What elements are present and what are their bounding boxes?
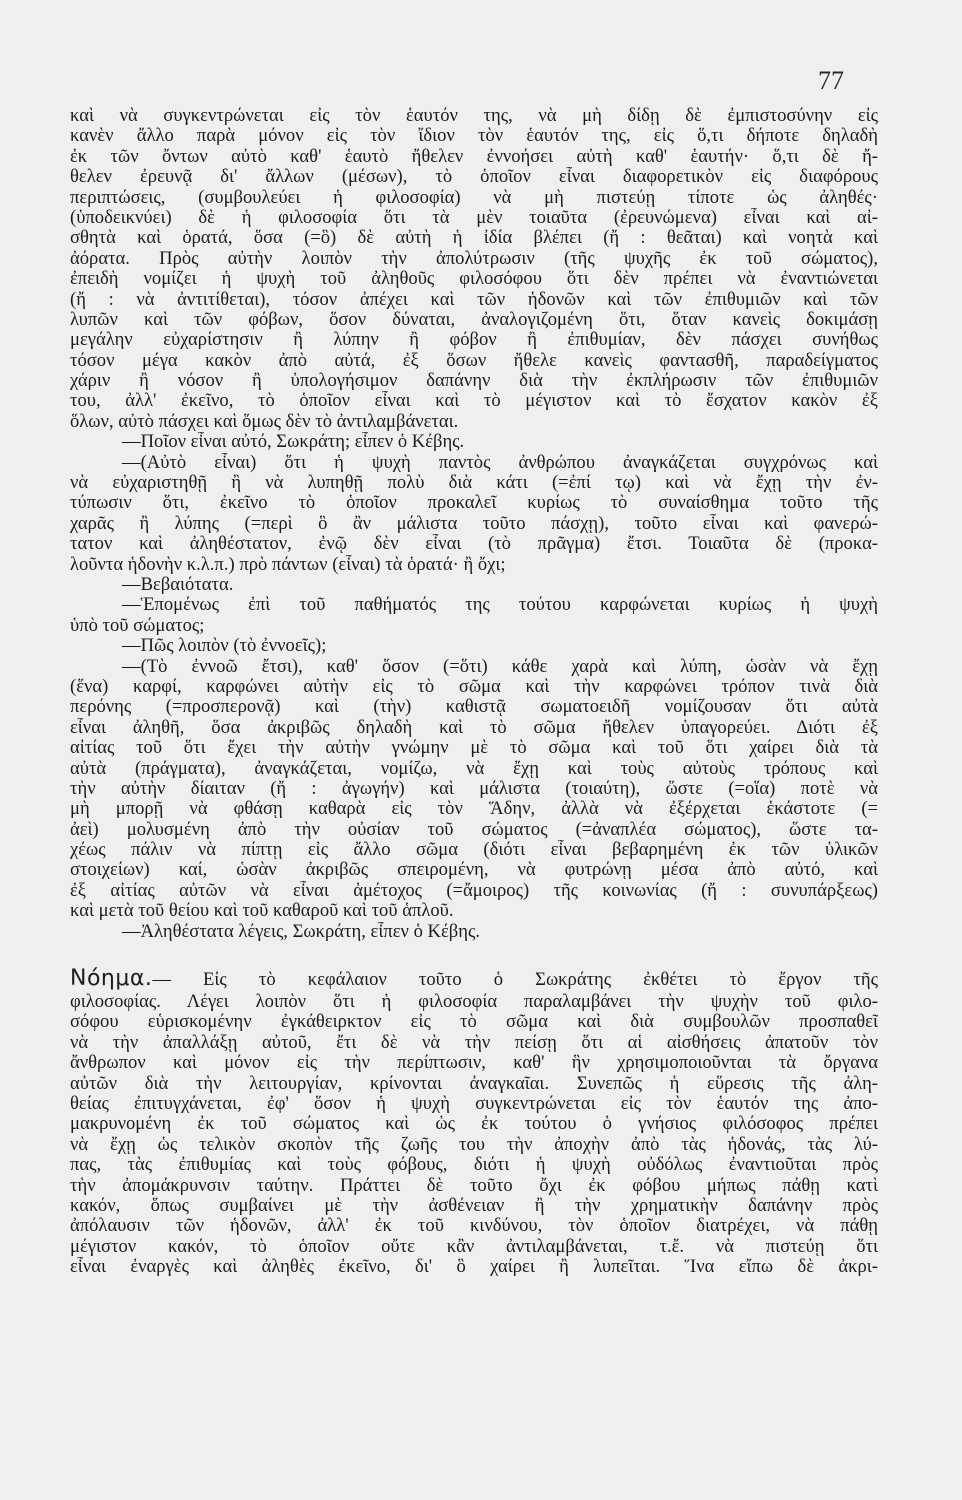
text-line: χάριν ἢ νόσον ἢ ὑπολογήσιμον δαπάνην διὰ τὴν ἐκπλήρωσιν τῶν ἐπιθυμιῶν	[70, 371, 878, 392]
text-line: — Εἰς τὸ κεφάλαιον τοῦτο ὁ Σωκράτης ἐκθέτει τὸ ἔργον τῆς	[152, 969, 878, 991]
text-line: ὅλων, αὐτὸ πάσχει καὶ ὅμως δὲν τὸ ἀντιλαμβάνεται.	[70, 411, 459, 432]
text-line: αὐτῶν διὰ τὴν λειτουργίαν, κρίνονται ἀναγκαῖαι. Συνεπῶς ἡ εὕρεσις τῆς ἀλη-	[70, 1073, 878, 1094]
text-line: (ἕνα) καρφί, καρφώνει αὐτὴν εἰς τὸ σῶμα καὶ τὴν καρφώνει τρόπον τινὰ διὰ	[70, 676, 878, 697]
text-line: μὴ μπορῇ νὰ φθάσῃ καθαρὰ εἰς τὸν Ἅδην, ἀλλὰ νὰ ἐξέρχεται ἑκάστοτε (=	[70, 799, 878, 820]
text-line: στοιχείων) καί, ὡσὰν ἀκριβῶς σπειρομένη, νὰ φυτρώνῃ μέσα ἀπὸ αὐτό, καὶ	[70, 860, 878, 881]
noima-heading: Νόημα.	[70, 966, 153, 992]
dialogue-line: —(Τὸ ἐννοῶ ἔτσι), καθ' ὅσον (=ὅτι) κάθε χαρὰ καὶ λύπη, ὡσὰν νὰ ἔχῃ	[122, 656, 878, 677]
page-number: 77	[818, 66, 844, 95]
text-line: (ἤ : νὰ ἀντιτίθεται), τόσον ἀπέχει καὶ τῶν ἡδονῶν καὶ τῶν ἐπιθυμιῶν καὶ τῶν	[70, 289, 878, 310]
text-line: ἐκ τῶν ὄντων αὐτὸ καθ' ἑαυτὸ ἤθελεν ἐννοήσει αὐτὴ καθ' ἑαυτήν· ὅ,τι δὲ ἤ-	[70, 146, 878, 167]
text-line: πας, τὰς ἐπιθυμίας καὶ τοὺς φόβους, διότι ἡ ψυχὴ οὐδόλως ἐναντιοῦται πρὸς	[70, 1155, 878, 1176]
text-line: ἐξ αἰτίας αὐτῶν νὰ εἶναι ἀμέτοχος (=ἄμοιρος) τῆς κοινωνίας (ἤ : συνυπάρξεως)	[70, 880, 878, 901]
text-line: περόνης (=προσπερονᾷ) καὶ (τὴν) καθιστᾷ σωματοειδῆ νομίζουσαν ὅτι αὐτὰ	[70, 697, 878, 718]
text-line: εἶναι ἀληθῆ, ὅσα ἀκριβῶς δηλαδὴ καὶ τὸ σῶμα ἤθελεν ὑπαγορεύει. Διότι ἐξ	[70, 717, 878, 738]
text-line: ἀόρατα. Πρὸς αὐτὴν λοιπὸν τὴν ἀπολύτρωσιν (τῆς ψυχῆς ἐκ τοῦ σώματος),	[70, 248, 878, 269]
dialogue-line: —Πῶς λοιπὸν (τὸ ἐννοεῖς);	[122, 636, 327, 657]
text-line: τὴν αὐτὴν δίαιταν (ἤ : ἀγωγήν) καὶ μάλιστα (τοιαύτη), ὥστε (=οἵα) ποτὲ νὰ	[70, 778, 878, 799]
text-line: του, ἀλλ' ἐκεῖνο, τὸ ὁποῖον εἶναι καὶ τὸ μέγιστον καὶ τὸ ἔσχατον κακὸν ἐξ	[70, 391, 878, 412]
text-line: τατον καὶ ἀληθέστατον, ἐνῷ δὲν εἶναι (τὸ πρᾶγμα) ἔτσι. Τοιαῦτα δὲ (προκα-	[70, 534, 878, 555]
text-line: καὶ μετὰ τοῦ θείου καὶ τοῦ καθαροῦ καὶ τοῦ ἁπλοῦ.	[70, 901, 454, 922]
section-gap	[70, 942, 878, 966]
dialogue-line: —(Αὐτὸ εἶναι) ὅτι ἡ ψυχὴ παντὸς ἀνθρώπου ἀναγκάζεται συγχρόνως καὶ	[122, 452, 878, 473]
text-line: τὴν ἀπομάκρυνσιν ταύτην. Πράττει δὲ τοῦτο ὄχι ἐκ φόβου μήπως πάθῃ κατὶ	[70, 1175, 878, 1196]
text-line: αὐτὰ (πράγματα), ἀναγκάζεται, νομίζω, νὰ ἔχῃ καὶ τοὺς αὐτοὺς τρόπους καὶ	[70, 758, 878, 779]
text-line: τύπωσιν ὅτι, ἐκεῖνο τὸ ὁποῖον προκαλεῖ κυρίως τὸ συναίσθημα τοῦτο τῆς	[70, 493, 878, 514]
text-line: χέως πάλιν νὰ πίπτῃ εἰς ἄλλο σῶμα (διότι εἶναι βεβαρημένη ἐκ τῶν ὑλικῶν	[70, 840, 878, 861]
text-line: περιπτώσεις, (συμβουλεύει ἡ φιλοσοφία) νὰ μὴ πιστεύῃ τίποτε ὡς ἀληθές·	[70, 187, 878, 208]
main-text	[70, 106, 878, 1277]
text-line: αἰτίας τοῦ ὅτι ἔχει τὴν αὐτὴν γνώμην μὲ τὸ σῶμα καὶ τοῦ ὅτι χαίρει διὰ τὰ	[70, 738, 878, 759]
text-line: σθητὰ καὶ ὁρατά, ὅσα (=ὃ) δὲ αὐτὴ ἡ ἰδία βλέπει (ἤ : θεᾶται) καὶ νοητὰ καὶ	[70, 228, 878, 249]
text-line: καὶ νὰ συγκεντρώνεται εἰς τὸν ἑαυτόν της, νὰ μὴ δίδῃ δὲ ἐμπιστοσύνην εἰς	[70, 106, 878, 126]
dialogue-line: —Ποῖον εἶναι αὐτό, Σωκράτη; εἶπεν ὁ Κέβης.	[122, 432, 465, 453]
dialogue-line: —Ἑπομένως ἐπὶ τοῦ παθήματός της τούτου καρφώνεται κυρίως ἡ ψυχὴ	[122, 595, 878, 616]
text-line: ἀεὶ) μολυσμένη ἀπὸ τὴν οὐσίαν τοῦ σώματος (=ἀναπλέα σώματος), ὥστε τα-	[70, 819, 878, 840]
text-line: φιλοσοφίας. Λέγει λοιπὸν ὅτι ἡ φιλοσοφία παραλαμβάνει τὴν ψυχὴν τοῦ φιλο-	[70, 992, 878, 1013]
text-line: θείας ἐπιτυγχάνεται, ἐφ' ὅσον ἡ ψυχὴ συγκεντρώνεται εἰς τὸν ἑαυτόν της ἀπο-	[70, 1093, 878, 1114]
text-line: μακρυνομένη ἐκ τοῦ σώματος καὶ ὡς ἐκ τούτου ὁ γνήσιος φιλόσοφος πρέπει	[70, 1114, 878, 1135]
text-line: λυπῶν καὶ τῶν φόβων, ὅσον δύναται, ἀναλογιζομένη ὅτι, ὅταν κανεὶς δοκιμάσῃ	[70, 309, 878, 330]
text-line: ἀπόλαυσιν τῶν ἡδονῶν, ἀλλ' ἐκ τοῦ κινδύνου, τὸν ὁποῖον διατρέχει, νὰ πάθῃ	[70, 1216, 878, 1237]
text-line: τόσον μέγα κακὸν ἀπὸ αὐτά, ἐξ ὅσων ἤθελε κανεὶς φαντασθῆ, παραδείγματος	[70, 350, 878, 371]
text-line: ὑπὸ τοῦ σώματος;	[70, 615, 205, 636]
text-line: (ὑποδεικνύει) δὲ ἡ φιλοσοφία ὅτι τὰ μὲν τοιαῦτα (ἐρευνώμενα) εἶναι καὶ αἰ-	[70, 207, 878, 228]
text-line: θελεν ἐρευνᾷ δι' ἄλλων (μέσων), τὸ ὁποῖον εἶναι διαφορετικὸν εἰς διαφόρους	[70, 167, 878, 188]
noima-first-line	[70, 966, 878, 992]
dialogue-line: —Βεβαιότατα.	[122, 574, 234, 595]
text-line: εἶναι ἐναργὲς καὶ ἀληθὲς ἐκεῖνο, δι' ὃ χαίρει ἢ λυπεῖται. Ἵνα εἴπω δὲ ἀκρι-	[70, 1257, 878, 1278]
text-line: νὰ τὴν ἀπαλλάξῃ αὐτοῦ, ἔτι δὲ νὰ τὴν πείσῃ ὅτι αἱ αἰσθήσεις ἀπατοῦν τὸν	[70, 1032, 878, 1053]
text-line: ἄνθρωπον καὶ μόνον εἰς τὴν περίπτωσιν, καθ' ἣν χρησιμοποιοῦνται τὰ ὄργανα	[70, 1053, 878, 1074]
text-line: κανὲν ἄλλο παρὰ μόνον εἰς τὸν ἴδιον τὸν ἑαυτόν της, εἰς ὅ,τι δήποτε δηλαδὴ	[70, 126, 878, 147]
text-line: νὰ ἔχῃ ὡς τελικὸν σκοπὸν τῆς ζωῆς του τὴν ἀποχὴν ἀπὸ τὰς ἡδονάς, τὰς λύ-	[70, 1134, 878, 1155]
text-line: νὰ εὐχαριστηθῇ ἢ νὰ λυπηθῇ πολὺ διὰ κάτι (=ἐπί τῳ) καὶ νὰ ἔχῃ τὴν ἐν-	[70, 473, 878, 494]
text-line: ἐπειδὴ νομίζει ἡ ψυχὴ τοῦ ἀληθοῦς φιλοσόφου ὅτι δὲν πρέπει νὰ ἐναντιώνεται	[70, 269, 878, 290]
text-line: σόφου εὑρισκομένην ἐγκάθειρκτον εἰς τὸ σῶμα καὶ διὰ συμβουλῶν προσπαθεῖ	[70, 1012, 878, 1033]
text-line: χαρᾶς ἢ λύπης (=περὶ ὃ ἂν μάλιστα τοῦτο πάσχῃ), τοῦτο εἶναι καὶ φανερώ-	[70, 513, 878, 534]
text-line: κακόν, ὅπως συμβαίνει μὲ τὴν ἀσθένειαν ἢ τὴν χρηματικὴν δαπάνην πρὸς	[70, 1195, 878, 1216]
text-line: λοῦντα ἡδονὴν κ.λ.π.) πρὸ πάντων (εἶναι) τὰ ὁρατά· ἢ ὄχι;	[70, 554, 506, 575]
dialogue-line: —Ἀληθέστατα λέγεις, Σωκράτη, εἶπεν ὁ Κέβης.	[122, 921, 480, 942]
text-line: μεγάλην εὐχαρίστησιν ἢ λύπην ἢ φόβον ἢ ἐπιθυμίαν, δὲν πάσχει συνήθως	[70, 330, 878, 351]
text-line: μέγιστον κακόν, τὸ ὁποῖον οὔτε κἂν ἀντιλαμβάνεται, τ.ἔ. νὰ πιστεύῃ ὅτι	[70, 1236, 878, 1257]
